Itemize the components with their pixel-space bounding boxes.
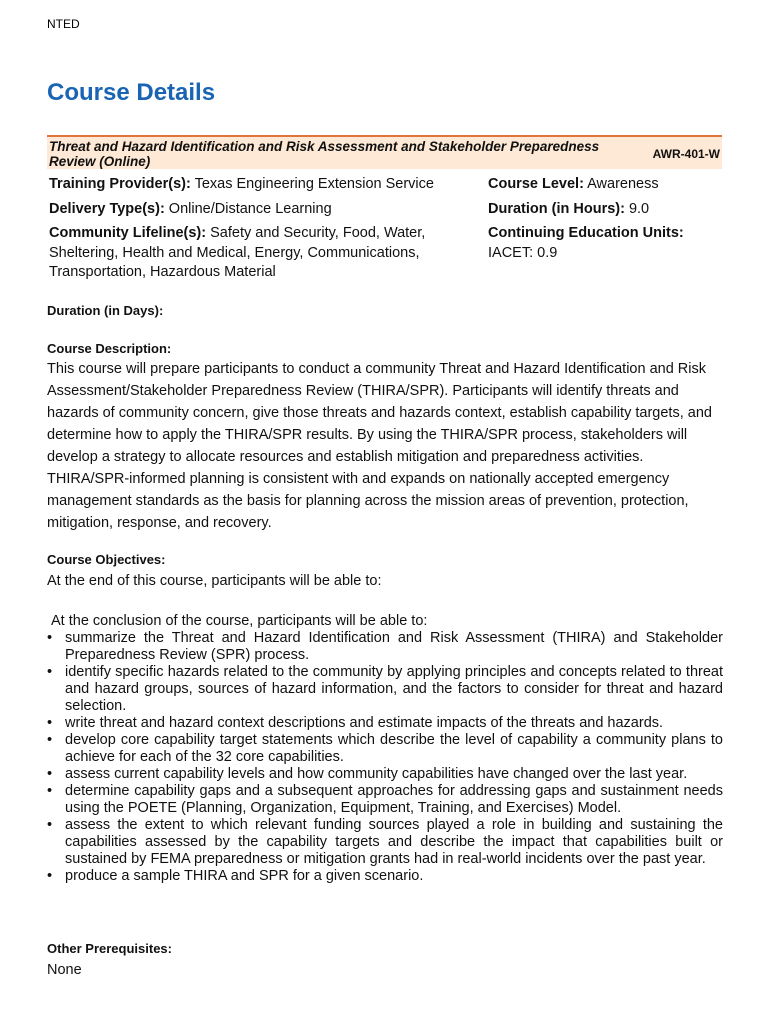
course-code: AWR-401-W (652, 147, 720, 161)
delivery-type-value: Online/Distance Learning (164, 201, 332, 217)
list-item (47, 732, 723, 766)
delivery-type-label: Delivery Type(s): (49, 201, 165, 217)
bullet-icon: • (47, 817, 53, 833)
other-prerequisites-value: None (47, 962, 82, 978)
objectives-list-intro: At the conclusion of the course, participants will be able to: (51, 613, 428, 629)
list-item (47, 664, 723, 715)
community-lifeline-value: Safety and Security, Food, Water, Sheltering, Health and Medical, Energy, Communications, Transportation, Hazardous Material (49, 225, 426, 280)
objective-text: assess current capability levels and how community capabilities have changed over the last year. (65, 766, 688, 782)
bullet-icon: • (47, 715, 53, 731)
duration-days-label: Duration (in Days): (47, 303, 164, 318)
ceu-label: Continuing Education Units: (488, 225, 684, 241)
list-item (47, 817, 723, 868)
list-item (47, 868, 723, 885)
community-lifeline-row (49, 224, 459, 283)
course-level-label: Course Level: (488, 176, 584, 192)
course-objectives-intro: At the end of this course, participants will be able to: (47, 573, 382, 589)
page-title: Course Details (47, 79, 216, 106)
objective-text: identify specific hazards related to the community by applying principles and concepts related to threat and hazard groups, sources of hazard information, and the factors to consider for threat and hazard selection. (65, 664, 723, 714)
list-item (47, 783, 723, 817)
delivery-type-row (49, 200, 332, 220)
course-level-row (488, 175, 659, 195)
duration-hours-value: 9.0 (624, 201, 650, 217)
training-provider-value: Texas Engineering Extension Service (190, 176, 434, 192)
training-provider-row (49, 175, 434, 195)
other-prerequisites-label: Other Prerequisites: (47, 941, 172, 956)
ceu-row (488, 224, 684, 263)
course-banner (47, 135, 722, 169)
bullet-icon: • (47, 630, 53, 646)
objective-text: summarize the Threat and Hazard Identification and Risk Assessment (THIRA) and Stakeholder Preparedness Review (SPR) process. (65, 630, 723, 663)
course-level-value: Awareness (583, 176, 659, 192)
course-description-label: Course Description: (47, 341, 172, 356)
objective-text: assess the extent to which relevant funding sources played a role in building and sustaining the capabilities assessed by the capability targets and describe the impact that capabilities built or sustained by FEMA preparedness or mitigation grants had in real-world incidents over the past year. (65, 817, 723, 867)
bullet-icon: • (47, 783, 53, 799)
objective-text: produce a sample THIRA and SPR for a given scenario. (65, 868, 424, 884)
objective-text: determine capability gaps and a subsequent approaches for addressing gaps and sustainment needs using the POETE (Planning, Organization, Equipment, Training, and Exercises) Model. (65, 783, 723, 816)
objectives-block (47, 613, 723, 885)
duration-hours-row (488, 200, 649, 220)
bullet-icon: • (47, 664, 53, 680)
course-title: Threat and Hazard Identification and Risk Assessment and Stakeholder Preparedness Review (Online) (49, 139, 600, 169)
training-provider-label: Training Provider(s): (49, 176, 191, 192)
bullet-icon: • (47, 766, 53, 782)
list-item (47, 766, 723, 783)
objectives-list (47, 630, 723, 885)
objective-text: write threat and hazard context descriptions and estimate impacts of the threats and hazards. (65, 715, 664, 731)
course-description-text: This course will prepare participants to conduct a community Threat and Hazard Identification and Risk Assessment/Stakeholder Preparedness Review (THIRA/SPR). Participants will identify threats and hazards of community concern, give those threats and hazards context, establish capability targets, and determine how to apply the THIRA/SPR results. By using the THIRA/SPR process, stakeholders will develop a strategy to allocate resources and establish mitigation and preparedness activities. THIRA/SPR-informed planning is consistent with and expands on nationally accepted emergency management standards as the basis for planning across the mission areas of prevention, protection, mitigation, response, and recovery. (47, 361, 712, 531)
header-org: NTED (47, 17, 80, 31)
bullet-icon: • (47, 732, 53, 748)
course-objectives-label: Course Objectives: (47, 552, 166, 567)
list-item (47, 630, 723, 664)
bullet-icon: • (47, 868, 53, 884)
community-lifeline-label: Community Lifeline(s): (49, 225, 207, 241)
objective-text: develop core capability target statements which describe the level of capability a community plans to achieve for each of the 32 core capabilities. (65, 732, 723, 765)
duration-hours-label: Duration (in Hours): (488, 201, 625, 217)
ceu-value: IACET: 0.9 (488, 244, 558, 261)
list-item (47, 715, 723, 732)
